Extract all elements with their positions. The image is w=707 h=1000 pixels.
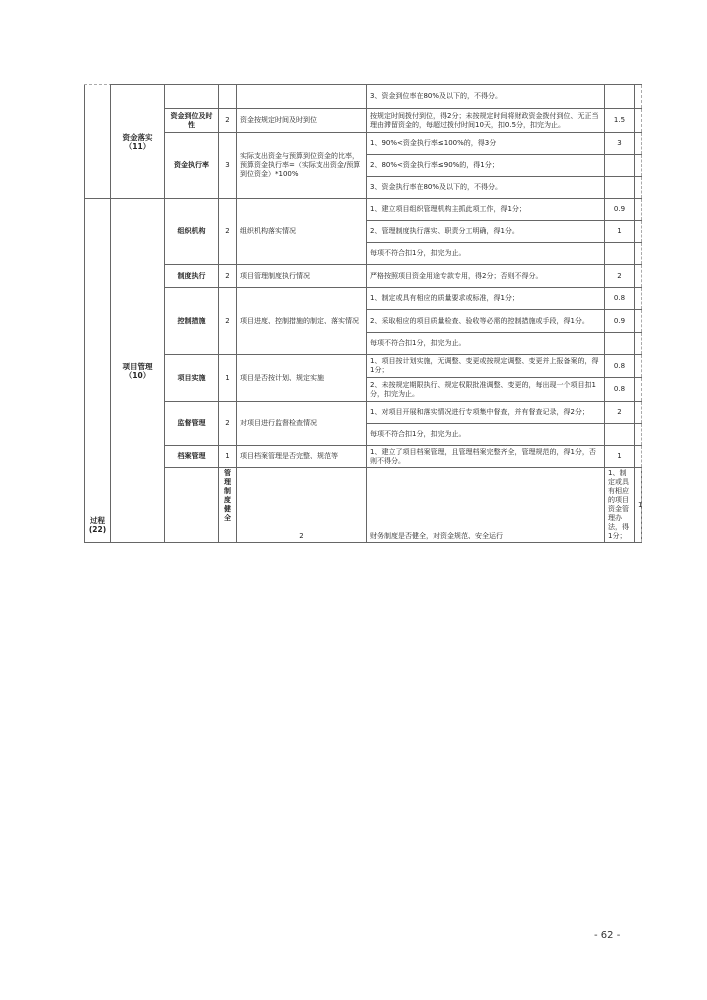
weight-cell: 2	[219, 402, 237, 446]
rule-cell: 3、资金执行率在80%及以下的，不得分。	[367, 177, 605, 199]
score-cell: 0.8	[605, 378, 635, 402]
description-cell: 组织机构落实情况	[237, 199, 367, 265]
score-cell: 0.9	[605, 199, 635, 221]
table-row	[85, 265, 642, 288]
table-row	[85, 446, 642, 468]
table-row	[85, 402, 642, 424]
table-row	[85, 85, 642, 109]
score-cell: 1.5	[605, 109, 635, 133]
score-cell: 0.9	[605, 310, 635, 333]
score-cell: 2	[605, 265, 635, 288]
description-cell: 财务制度是否健全，对资金规范、安全运行	[367, 468, 605, 543]
score-cell: 1	[605, 446, 635, 468]
rule-cell: 3、资金到位率在80%及以下的，不得分。	[367, 85, 605, 109]
description-cell: 项目档案管理是否完整、规范等	[237, 446, 367, 468]
rule-cell: 严格按照项目资金用途专款专用，得2分；否则不得分。	[367, 265, 605, 288]
rule-cell: 2、采取相应的项目质量检查、验收等必需的控制措施或手段，得1分。	[367, 310, 605, 333]
weight-cell: 2	[219, 288, 237, 355]
table-row	[85, 133, 642, 155]
rule-cell: 1、项目按计划实施，无调整、变更或按规定调整、变更并上报备案的，得1分；	[367, 355, 605, 378]
table-row	[85, 199, 642, 221]
weight-cell: 1	[219, 355, 237, 402]
score-cell: 0.8	[605, 288, 635, 310]
rule-cell: 1、制定或具有相应的质量要求或标准，得1分；	[367, 288, 605, 310]
weight-cell: 2	[219, 109, 237, 133]
rule-cell: 2、管理制度执行落实、职责分工明确，得1分。	[367, 221, 605, 243]
description-cell: 实际支出资金与预算到位资金的比率，预算资金执行率=（实际支出资金/预算到位资金）*100%	[237, 133, 367, 199]
evaluation-table	[84, 84, 642, 543]
table-row	[85, 355, 642, 378]
indicator-cell: 控制措施	[165, 288, 219, 355]
score-cell: 3	[605, 133, 635, 155]
description-cell: 项目是否按计划、规定实施	[237, 355, 367, 402]
indicator-cell: 资金到位及时性	[165, 109, 219, 133]
page-number: - 62 -	[594, 930, 621, 941]
table-row	[85, 109, 642, 133]
sub-indicator-cell: 资金落实（11）	[111, 85, 165, 199]
rule-cell: 1、建立了项目档案管理，且管理档案完整齐全，管理规范的，得1分，否则不得分。	[367, 446, 605, 468]
group-cell: 过程 (22)	[85, 199, 111, 543]
score-cell: 1	[635, 468, 642, 543]
rule-cell: 1、90%<资金执行率≤100%的，得3分	[367, 133, 605, 155]
table-row	[85, 468, 642, 543]
description-cell: 对项目进行监督检查情况	[237, 402, 367, 446]
weight-cell: 1	[219, 446, 237, 468]
rule-cell: 2、未按规定期限执行、规定权限批准调整、变更的，每出现一个项目扣1分，扣完为止。	[367, 378, 605, 402]
indicator-cell: 管理制度健全	[219, 468, 237, 543]
indicator-cell: 制度执行	[165, 265, 219, 288]
score-cell: 2	[605, 402, 635, 424]
rule-cell: 1、建立项目组织管理机构主抓此项工作，得1分；	[367, 199, 605, 221]
score-cell: 1	[605, 221, 635, 243]
indicator-cell: 监督管理	[165, 402, 219, 446]
indicator-cell: 组织机构	[165, 199, 219, 265]
weight-cell: 2	[237, 468, 367, 543]
rule-cell: 1、对项目开展和落实情况进行专项集中督查，并有督查记录，得2分；	[367, 402, 605, 424]
weight-cell: 2	[219, 199, 237, 265]
rule-cell: 每项不符合扣1分，扣完为止。	[367, 424, 605, 446]
rule-cell: 每项不符合扣1分，扣完为止。	[367, 333, 605, 355]
description-cell: 项目管理制度执行情况	[237, 265, 367, 288]
weight-cell: 2	[219, 265, 237, 288]
weight-cell: 3	[219, 133, 237, 199]
indicator-cell: 项目实施	[165, 355, 219, 402]
rule-cell: 每项不符合扣1分，扣完为止。	[367, 243, 605, 265]
rule-cell: 2、80%<资金执行率≤90%的，得1分；	[367, 155, 605, 177]
table-row	[85, 288, 642, 310]
indicator-cell: 档案管理	[165, 446, 219, 468]
score-cell: 0.8	[605, 355, 635, 378]
description-cell: 项目进度、控制措施的制定、落实情况	[237, 288, 367, 355]
sub-indicator-cell: 项目管理（10）	[111, 199, 165, 543]
indicator-cell: 资金执行率	[165, 133, 219, 199]
rule-cell: 按规定时间拨付到位，得2分；未按规定时间将财政资金拨付到位、无正当理由滞留资金的，每超过拨付时间10天，扣0.5分，扣完为止。	[367, 109, 605, 133]
rule-cell: 1、制定或具有相应的项目资金管理办法，得1分；	[605, 468, 635, 543]
description-cell: 资金按规定时间及时到位	[237, 109, 367, 133]
